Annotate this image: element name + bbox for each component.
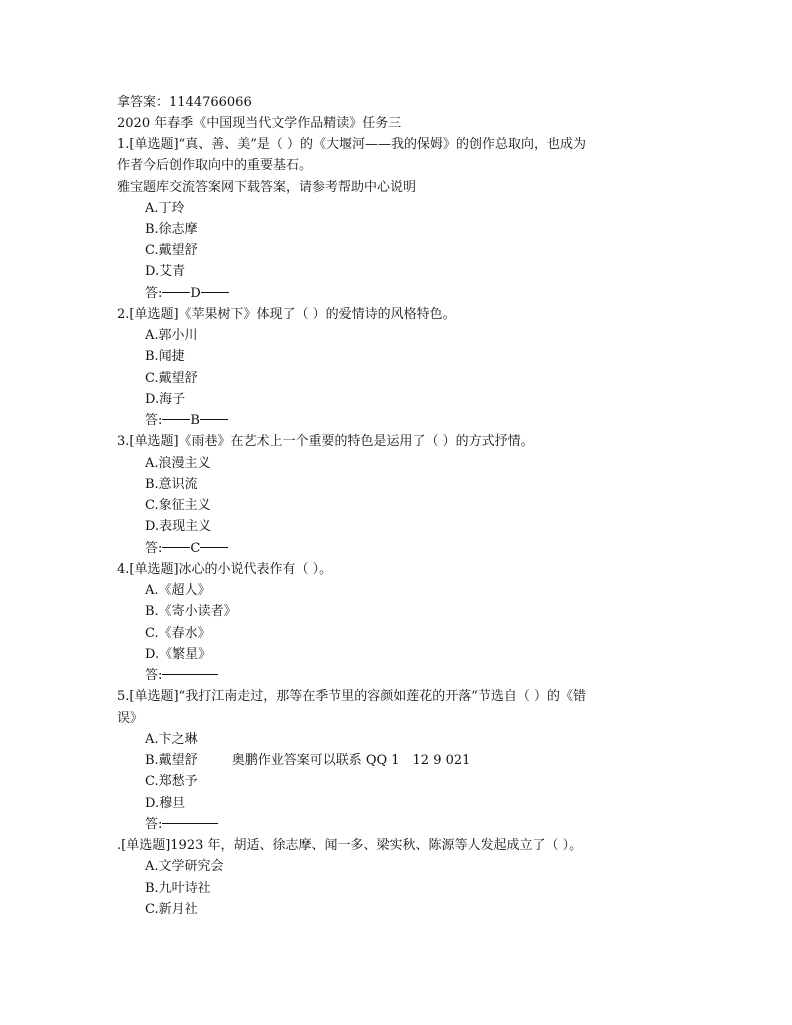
answer-letter: C bbox=[190, 541, 201, 556]
course-title: 2020 年春季《中国现当代文学作品精读》任务三 bbox=[117, 116, 402, 131]
question-5-option-a: A.卞之琳 bbox=[145, 732, 198, 747]
question-4-answer bbox=[145, 666, 218, 687]
question-2-option-a: A.郭小川 bbox=[145, 328, 198, 343]
question-4-option-d: D.《繁星》 bbox=[145, 647, 212, 662]
answer-prefix: 答: bbox=[145, 668, 163, 683]
question-4-option-b: B.《寄小读者》 bbox=[145, 604, 237, 619]
answer-blank-left bbox=[162, 292, 190, 293]
qq-contact-note: 奥鹏作业答案可以联系 QQ 1 12 9 021 bbox=[231, 753, 471, 768]
question-3-stem: 3.[单选题]《雨巷》在艺术上一个重要的特色是运用了（ ）的方式抒情。 bbox=[117, 434, 534, 449]
question-1-option-c: C.戴望舒 bbox=[145, 243, 198, 258]
question-5-option-b: B.戴望舒 bbox=[145, 753, 198, 768]
answer-blank-left bbox=[162, 547, 190, 548]
answer-prefix: 答: bbox=[145, 541, 163, 556]
answer-id-line: 拿答案：1144766066 bbox=[117, 95, 252, 110]
question-3-option-c: C.象征主义 bbox=[145, 498, 211, 513]
answer-letter: D bbox=[190, 286, 201, 301]
answer-blank-right bbox=[200, 419, 228, 420]
question-3-option-d: D.表现主义 bbox=[145, 519, 212, 534]
question-5-option-c: C.郑愁予 bbox=[145, 774, 198, 789]
question-2-option-d: D.海子 bbox=[145, 392, 186, 407]
question-6-option-c: C.新月社 bbox=[145, 902, 198, 917]
answer-letter: B bbox=[190, 413, 200, 428]
question-5-stem-line-1: 5.[单选题]“我打江南走过，那等在季节里的容颜如莲花的开落”节选自（ ）的《错 bbox=[117, 689, 586, 704]
question-4-option-c: C.《春水》 bbox=[145, 626, 211, 641]
answer-prefix: 答: bbox=[145, 413, 163, 428]
question-6-stem: .[单选题]1923 年，胡适、徐志摩、闻一多、梁实秋、陈源等人发起成立了（ ）。 bbox=[117, 838, 583, 853]
question-5-option-b-row bbox=[145, 751, 470, 772]
question-1-option-d: D.艾青 bbox=[145, 264, 186, 279]
question-1-stem-line-2: 作者今后创作取向中的重要基石。 bbox=[117, 158, 313, 173]
question-3-option-a: A.浪漫主义 bbox=[145, 456, 211, 471]
question-4-stem: 4.[单选题]冰心的小说代表作有（ ）。 bbox=[117, 562, 333, 577]
question-1-answer bbox=[145, 284, 229, 305]
question-4-option-a: A.《超人》 bbox=[145, 583, 211, 598]
answer-blank-right bbox=[200, 547, 228, 548]
answer-blank-right bbox=[201, 292, 229, 293]
question-5-answer bbox=[145, 815, 218, 836]
answer-prefix: 答: bbox=[145, 817, 163, 832]
question-3-answer bbox=[145, 539, 228, 560]
question-2-answer bbox=[145, 411, 228, 432]
question-2-stem: 2.[单选题]《苹果树下》体现了（ ）的爱情诗的风格特色。 bbox=[117, 307, 456, 322]
question-3-option-b: B.意识流 bbox=[145, 477, 198, 492]
question-6-option-a: A.文学研究会 bbox=[145, 859, 224, 874]
question-2-option-b: B.闻捷 bbox=[145, 349, 185, 364]
answer-blank bbox=[162, 674, 218, 675]
question-1-option-b: B.徐志摩 bbox=[145, 222, 198, 237]
question-1-option-a: A.丁玲 bbox=[145, 201, 185, 216]
question-5-option-d: D.穆旦 bbox=[145, 796, 186, 811]
question-2-option-c: C.戴望舒 bbox=[145, 371, 198, 386]
question-6-option-b: B.九叶诗社 bbox=[145, 881, 211, 896]
question-1-stem-line-1: 1.[单选题]“真、善、美”是（ ）的《大堰河——我的保姆》的创作总取向，也成为 bbox=[117, 137, 586, 152]
download-note: 雅宝题库交流答案网下载答案，请参考帮助中心说明 bbox=[117, 180, 417, 195]
answer-blank-left bbox=[162, 419, 190, 420]
answer-prefix: 答: bbox=[145, 286, 163, 301]
question-5-stem-line-2: 误》 bbox=[117, 711, 144, 726]
answer-blank bbox=[162, 823, 218, 824]
